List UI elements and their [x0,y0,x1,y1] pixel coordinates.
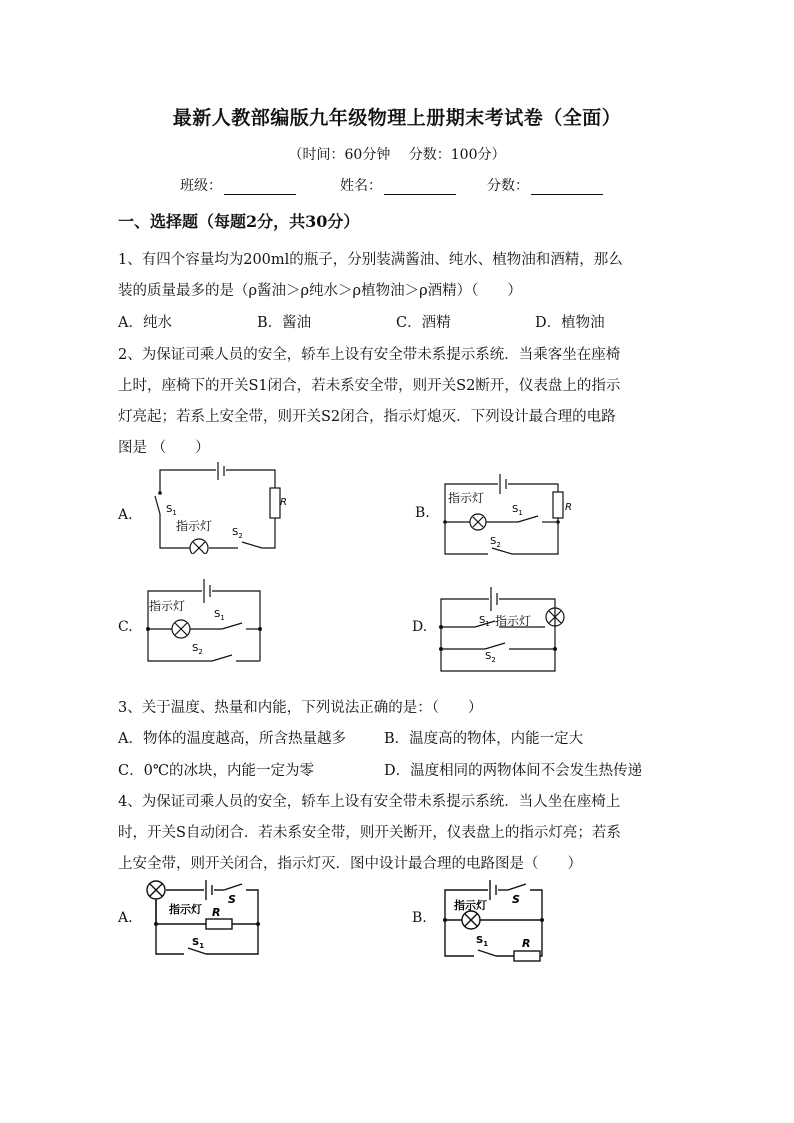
class-label: 班级： [180,178,222,194]
name-label: 姓名： [340,178,382,194]
q2a-s1-label: $S_1$ [166,504,177,517]
q1-option-b: B．酱油 [257,315,312,331]
section-heading: 一、选择题（每题2分，共30分） [118,212,360,231]
q2d-lamp-label: 指示灯 [495,614,532,628]
q2-option-c-letter: C. [118,619,133,635]
q4-option-a-letter: A. [118,910,133,926]
q3-option-b: B．温度高的物体，内能一定大 [384,731,584,747]
q4-circuit-a [142,876,264,960]
q4a-s-label: S [228,893,236,906]
q2b-lamp-label: 指示灯 [448,491,485,505]
page-title: 最新人教部编版九年级物理上册期末考试卷（全面） [172,107,622,129]
q2-circuit-b [440,470,580,558]
q2b-s1-label: $S_1$ [512,504,523,517]
q4-line3: 上安全带，则开关闭合，指示灯灭．图中设计最合理的电路图是（ ） [118,856,582,872]
q2c-s2-label: $S_2$ [192,643,203,656]
name-field [340,175,456,195]
q1-option-d: D．植物油 [535,315,605,331]
q4a-lamp-label: 指示灯 [169,903,202,916]
q3-option-d: D．温度相同的两物体间不会发生热传递 [384,763,643,779]
q1-option-c: C．酒精 [396,315,451,331]
q4a-r-label: R [212,906,221,919]
q2-line3: 灯亮起；若系上安全带，则开关S2闭合，指示灯熄灭．下列设计最合理的电路 [118,409,616,425]
q4a-s1-label: $S_1$ [192,937,205,950]
score-blank [531,180,603,195]
q2a-r-label: R [280,497,287,508]
q2c-s1-label: $S_1$ [214,609,225,622]
q2-line1: 2、为保证司乘人员的安全，轿车上设有安全带未系提示系统．当乘客坐在座椅 [118,347,621,363]
q2b-r-label: R [565,502,572,513]
q2c-lamp-label: 指示灯 [149,599,186,613]
q2-line4: 图是 （ ） [118,440,210,456]
q1-line2: 装的质量最多的是（ρ酱油＞ρ纯水＞ρ植物油＞ρ酒精）（ ） [118,283,522,299]
score-field [487,175,603,195]
q4-line1: 4、为保证司乘人员的安全，轿车上设有安全带未系提示系统．当人坐在座椅上 [118,794,621,810]
q2a-s2-label: $S_2$ [232,527,243,540]
q3-option-c: C．0℃的冰块，内能一定为零 [118,763,315,779]
q2-circuit-a [150,462,290,554]
q3-line1: 3、关于温度、热量和内能，下列说法正确的是：（ ） [118,700,483,716]
q2a-lamp-label: 指示灯 [176,519,213,533]
q2-option-b-letter: B. [415,505,430,521]
name-blank [384,180,456,195]
q4b-s1-label: $S_1$ [476,935,489,948]
q3-option-a: A．物体的温度越高，所含热量越多 [118,731,346,747]
q2-option-d-letter: D. [412,619,428,635]
class-blank [224,180,296,195]
q1-line1: 1、有四个容量均为200ml的瓶子，分别装满酱油、纯水、植物油和酒精，那么 [118,252,623,268]
q2-line2: 上时，座椅下的开关S1闭合，若未系安全带，则开关S2断开，仪表盘上的指示 [118,378,621,394]
q4-circuit-b [440,876,552,962]
q2-option-a-letter: A. [118,507,133,523]
class-field [180,175,296,195]
q4b-lamp-label: 指示灯 [454,899,487,912]
q4-line2: 时，开关S自动闭合．若未系安全带，则开关断开，仪表盘上的指示灯亮；若系 [118,825,621,841]
score-label: 分数： [487,178,529,194]
q2d-s2-label: $S_2$ [485,651,496,664]
q2b-s2-label: $S_2$ [490,536,501,549]
exam-time-score: （时间：60分钟 分数：100分） [288,147,506,163]
q2-circuit-c [140,575,270,667]
q4b-r-label: R [522,937,531,950]
q1-option-a: A．纯水 [118,315,172,331]
q2-circuit-d [435,585,565,677]
q4b-s-label: S [512,893,520,906]
q2d-s1-label: $S_1$ [479,615,490,628]
q4-option-b-letter: B. [412,910,427,926]
